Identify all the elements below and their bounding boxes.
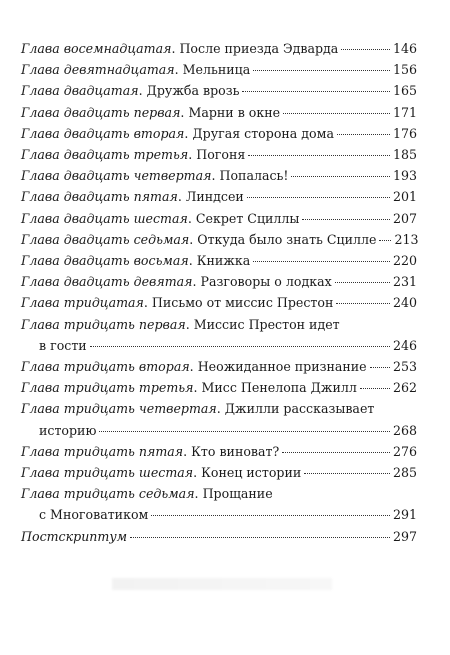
toc-line	[21, 102, 417, 123]
chapter-number: Глава двадцатая	[21, 83, 139, 99]
separator: .	[192, 274, 201, 290]
separator: .	[188, 147, 197, 163]
bleed-through-mark	[112, 578, 332, 590]
separator: .	[177, 189, 186, 205]
page-number: 253	[392, 359, 417, 375]
chapter-number: Глава двадцать пятая	[21, 189, 178, 205]
separator: .	[194, 486, 203, 502]
separator: .	[193, 380, 202, 396]
toc-entry	[21, 102, 417, 123]
page-number: 185	[392, 147, 417, 163]
toc-entry	[21, 483, 417, 525]
page-number: 201	[392, 189, 417, 205]
separator: .	[184, 125, 193, 141]
chapter-title: Кто виноват?	[191, 443, 280, 459]
dot-leader	[90, 346, 390, 347]
toc-entry	[21, 165, 417, 186]
toc-line	[21, 123, 417, 144]
separator: .	[180, 104, 189, 120]
toc-entry	[21, 144, 417, 165]
toc-entry	[21, 441, 417, 462]
chapter-number: Глава девятнадцатая	[21, 62, 175, 78]
toc-line	[21, 80, 417, 101]
chapter-number: Постскриптум	[21, 528, 128, 544]
dot-leader	[341, 49, 390, 50]
chapter-title: После приезда Эдварда	[179, 41, 339, 56]
separator: .	[183, 443, 192, 459]
page-number: 262	[392, 380, 417, 396]
chapter-title: Секрет Сциллы	[195, 210, 300, 226]
dot-leader	[253, 261, 390, 262]
dot-leader	[302, 219, 389, 220]
chapter-number: Глава двадцать шестая	[21, 210, 188, 226]
page-number: 231	[392, 274, 417, 290]
chapter-number: Глава двадцать четвертая	[21, 168, 212, 184]
separator: .	[211, 168, 220, 184]
toc-line-continuation	[21, 335, 417, 356]
dot-leader	[304, 473, 390, 474]
chapter-title: Миссис Престон идет	[193, 316, 340, 332]
toc-entry	[21, 186, 417, 207]
dot-leader	[253, 70, 390, 71]
chapter-title-continuation: историю	[39, 422, 97, 438]
dot-leader	[248, 155, 390, 156]
chapter-title: Джилли рассказывает	[224, 401, 375, 417]
page-number: 297	[392, 528, 417, 544]
toc-line	[21, 38, 417, 59]
toc-line	[21, 462, 417, 483]
page-number: 246	[392, 337, 417, 353]
toc-line	[21, 59, 417, 80]
chapter-title: Другая сторона дома	[192, 125, 334, 141]
toc-line	[21, 483, 417, 504]
chapter-number: Глава тридцать седьмая	[21, 486, 195, 502]
toc-entry	[21, 314, 417, 356]
dot-leader	[379, 240, 391, 241]
chapter-title: Попалась!	[219, 168, 289, 184]
toc-line	[21, 314, 417, 335]
page-number: 291	[392, 507, 417, 523]
page-number: 165	[392, 83, 417, 99]
dot-leader	[242, 91, 389, 92]
dot-leader	[130, 537, 390, 538]
toc-entry	[21, 462, 417, 483]
chapter-number: Глава восемнадцатая	[21, 41, 172, 56]
chapter-number: Глава тридцать вторая	[21, 359, 190, 375]
dot-leader	[282, 452, 390, 453]
chapter-number: Глава тридцать шестая	[21, 465, 194, 481]
chapter-title: Марни в окне	[188, 104, 281, 120]
chapter-title: Книжка	[196, 253, 251, 269]
toc-line	[21, 441, 417, 462]
toc-line-continuation	[21, 504, 417, 525]
toc-entry	[21, 123, 417, 144]
toc-entry	[21, 250, 417, 271]
toc-line	[21, 356, 417, 377]
separator: .	[185, 316, 194, 332]
toc-line	[21, 208, 417, 229]
separator: .	[171, 41, 180, 56]
dot-leader	[247, 197, 390, 198]
toc-entry	[21, 526, 417, 547]
dot-leader	[337, 134, 390, 135]
toc-line	[21, 229, 417, 250]
chapter-title: Дружба врозь	[146, 83, 240, 99]
page-number: 176	[392, 125, 417, 141]
chapter-number: Глава двадцать первая	[21, 104, 181, 120]
chapter-number: Глава тридцать пятая	[21, 443, 184, 459]
page-number: 276	[392, 443, 417, 459]
separator: .	[143, 295, 152, 311]
toc-line	[21, 271, 417, 292]
chapter-title: Неожиданное признание	[197, 359, 367, 375]
chapter-title: Линдсеи	[185, 189, 244, 205]
toc-entry	[21, 271, 417, 292]
separator: .	[187, 210, 196, 226]
chapter-title: Мисс Пенелопа Джилл	[201, 380, 357, 396]
toc-line	[21, 165, 417, 186]
table-of-contents	[21, 38, 417, 547]
chapter-number: Глава двадцать восьмая	[21, 253, 189, 269]
separator: .	[138, 83, 147, 99]
dot-leader	[291, 176, 390, 177]
chapter-title-continuation: с Многоватиком	[39, 507, 149, 523]
page-number: 285	[392, 465, 417, 481]
chapter-number: Глава тридцатая	[21, 295, 144, 311]
chapter-title: Мельница	[182, 62, 251, 78]
page-number: 171	[392, 104, 417, 120]
dot-leader	[335, 282, 390, 283]
page-number: 268	[392, 422, 417, 438]
toc-entry	[21, 377, 417, 398]
toc-line	[21, 526, 417, 547]
page-number: 213	[394, 231, 419, 247]
chapter-title: Прощание	[202, 486, 273, 502]
separator: .	[174, 62, 183, 78]
toc-entry	[21, 398, 417, 440]
toc-entry	[21, 292, 417, 313]
chapter-number: Глава двадцать седьмая	[21, 231, 190, 247]
chapter-number: Глава тридцать первая	[21, 316, 186, 332]
toc-entry	[21, 59, 417, 80]
toc-entry	[21, 38, 417, 59]
page-number: 193	[392, 168, 417, 184]
page-number: 207	[392, 210, 417, 226]
dot-leader	[283, 113, 390, 114]
separator: .	[216, 401, 225, 417]
page-number: 240	[392, 295, 417, 311]
chapter-number: Глава двадцать девятая	[21, 274, 193, 290]
dot-leader	[370, 367, 390, 368]
toc-line	[21, 292, 417, 313]
chapter-title: Откуда было знать Сцилле	[197, 231, 377, 247]
toc-entry	[21, 356, 417, 377]
chapter-title: Конец истории	[201, 465, 302, 481]
dot-leader	[336, 303, 390, 304]
chapter-number: Глава двадцать третья	[21, 147, 189, 163]
chapter-title: Письмо от миссис Престон	[151, 295, 334, 311]
toc-entry	[21, 80, 417, 101]
page-number: 146	[392, 41, 417, 56]
separator: .	[189, 359, 198, 375]
toc-entry	[21, 208, 417, 229]
separator: .	[188, 253, 197, 269]
toc-entry	[21, 229, 417, 250]
separator: .	[189, 231, 198, 247]
chapter-number: Глава тридцать третья	[21, 380, 194, 396]
toc-line	[21, 377, 417, 398]
dot-leader	[360, 388, 390, 389]
dot-leader	[99, 431, 390, 432]
toc-line-continuation	[21, 420, 417, 441]
chapter-number: Глава тридцать четвертая	[21, 401, 217, 417]
page-number: 156	[392, 62, 417, 78]
chapter-title: Разговоры о лодках	[200, 274, 332, 290]
page-number: 220	[392, 253, 417, 269]
toc-line	[21, 186, 417, 207]
toc-line	[21, 250, 417, 271]
chapter-number: Глава двадцать вторая	[21, 125, 185, 141]
toc-line	[21, 398, 417, 419]
separator: .	[193, 465, 202, 481]
chapter-title: Погоня	[196, 147, 246, 163]
chapter-title-continuation: в гости	[39, 337, 87, 353]
dot-leader	[151, 515, 390, 516]
toc-line	[21, 144, 417, 165]
